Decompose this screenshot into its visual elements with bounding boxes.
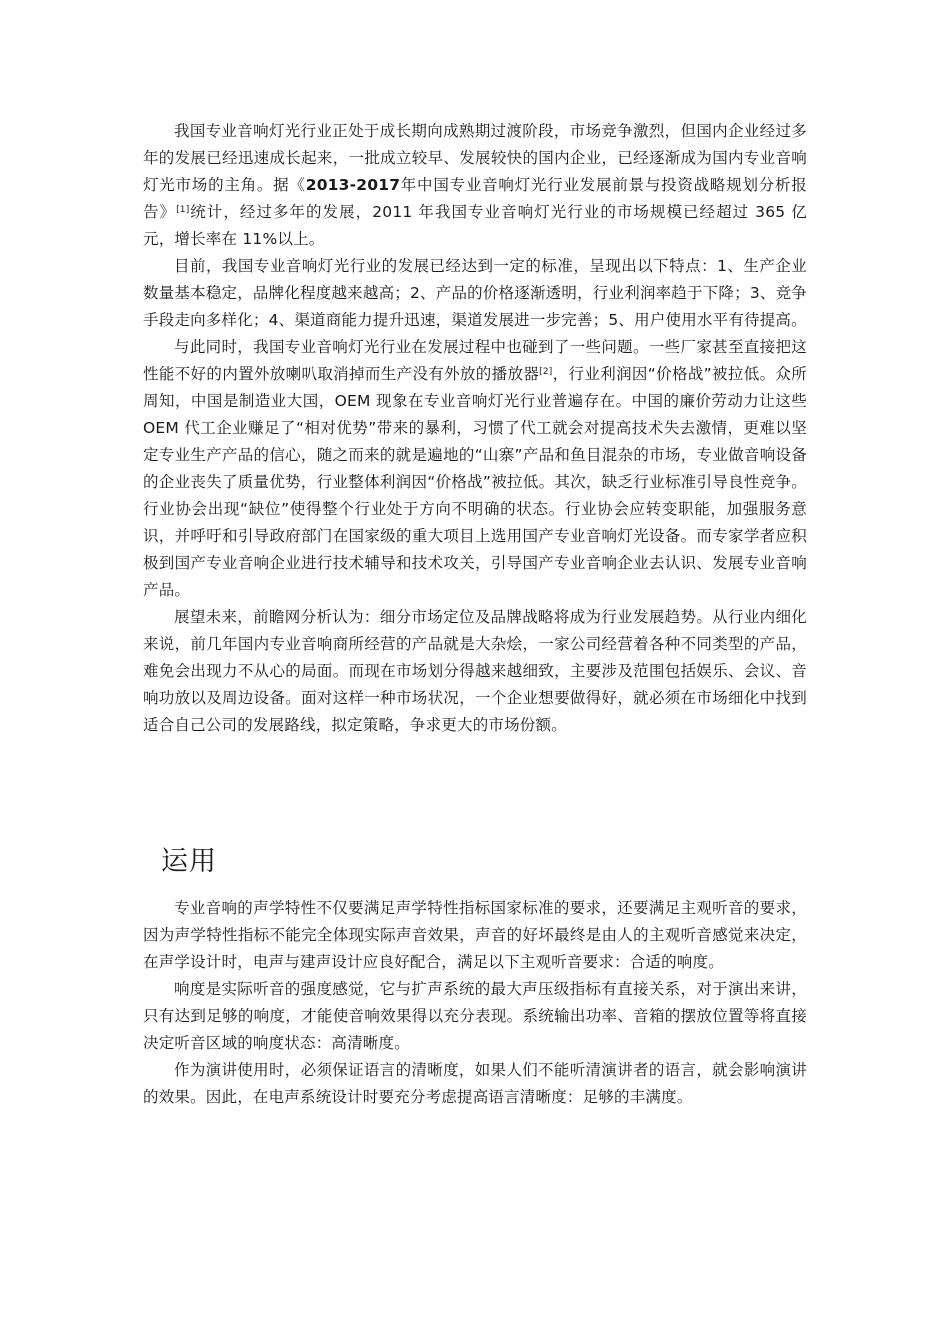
paragraph-acoustic-requirements: 专业音响的声学特性不仅要满足声学特性指标国家标准的要求，还要满足主观听音的要求，因为声学特性指标不能完全体现实际声音效果，声音的好坏最终是由人的主观听音感觉来决定，在声学设计时，电声与建声设计应良好配合，满足以下主观听音要求：合适的响度。 [143,899,807,971]
section-application [143,895,807,1111]
paragraph-text: 与此同时，我国专业音响灯光行业在发展过程中也碰到了一些问题。一些厂家甚至直接把这性能不好的内置外放喇叭取消掉而生产没有外放的播放器 [143,338,807,383]
report-years: 2013-2017 [305,176,401,194]
section-heading-application: 运用 [161,846,217,877]
paragraph-text: 统计，经过多年的发展，2011 年我国专业音响灯光行业的市场规模已经超过 365 亿元，增长率在 11%以上。 [143,203,807,248]
paragraph-outlook: 展望未来，前瞻网分析认为：细分市场定位及品牌战略将成为行业发展趋势。从行业内细化来说，前几年国内专业音响商所经营的产品就是大杂烩，一家公司经营着各种不同类型的产品，难免会出现力不从心的局面。而现在市场划分得越来越细致，主要涉及范围包括娱乐、会议、音响功放以及周边设备。面对这样一种市场状况，一个企业想要做得好，就必须在市场细化中找到适合自己公司的发展路线，拟定策略，争求更大的市场份额。 [143,608,807,734]
paragraph-text: ，行业利润因“价格战”被拉低。众所周知，中国是制造业大国，OEM 现象在专业音响灯光行业普遍存在。中国的廉价劳动力让这些 OEM 代工企业赚足了“相对优势”带来的暴利，习惯了代工就会对提高技术失去激情，更难以坚定专业生产产品的信心，随之而来的就是遍地的“山寨”产品和鱼目混杂的市场，专业做音响设备的企业丧失了质量优势，行业整体利润因“价格战”被拉低。其次，缺乏行业标准引导良性竞争。行业协会出现“缺位”使得整个行业处于方向不明确的状态。行业协会应转变职能，加强服务意识，并呼吁和引导政府部门在国家级的重大项目上选用国产专业音响灯光设备。而专家学者应积极到国产专业音响企业进行技术辅导和技术攻关，引导国产专业音响企业去认识、发展专业音响产品。 [143,365,807,599]
section-industry-overview [143,118,807,739]
paragraph-text: 我国专业音响灯光行业正处于成长期向成熟期过渡阶段，市场竞争激烈，但国内企业经过多年的发展已经迅速成长起来，一批成立较早、发展较快的国内企业，已经逐渐成为国内专业音响灯光市场的主角。据《 [143,122,807,194]
paragraph-text: 年中国专业音响灯光行业发展前景与投资战略规划分析报告》 [143,176,807,221]
citation-ref-1[interactable]: [1] [176,205,190,215]
paragraph-market-stage [143,118,807,253]
citation-ref-2[interactable]: [2] [539,367,553,377]
paragraph-problems [143,334,807,604]
paragraph-loudness: 响度是实际听音的强度感觉，它与扩声系统的最大声压级指标有直接关系，对于演出来讲，只有达到足够的响度，才能使音响效果得以充分表现。系统输出功率、音箱的摆放位置等将直接决定听音区域的响度状态：高清晰度。 [143,980,807,1052]
paragraph-clarity: 作为演讲使用时，必须保证语言的清晰度，如果人们不能听清演讲者的语言，就会影响演讲的效果。因此，在电声系统设计时要充分考虑提高语言清晰度：足够的丰满度。 [143,1061,807,1106]
paragraph-current-features: 目前，我国专业音响灯光行业的发展已经达到一定的标准，呈现出以下特点：1、生产企业数量基本稳定，品牌化程度越来越高；2、产品的价格逐渐透明，行业利润率趋于下降；3、竞争手段走向多样化；4、渠道商能力提升迅速，渠道发展进一步完善；5、用户使用水平有待提高。 [143,257,807,329]
